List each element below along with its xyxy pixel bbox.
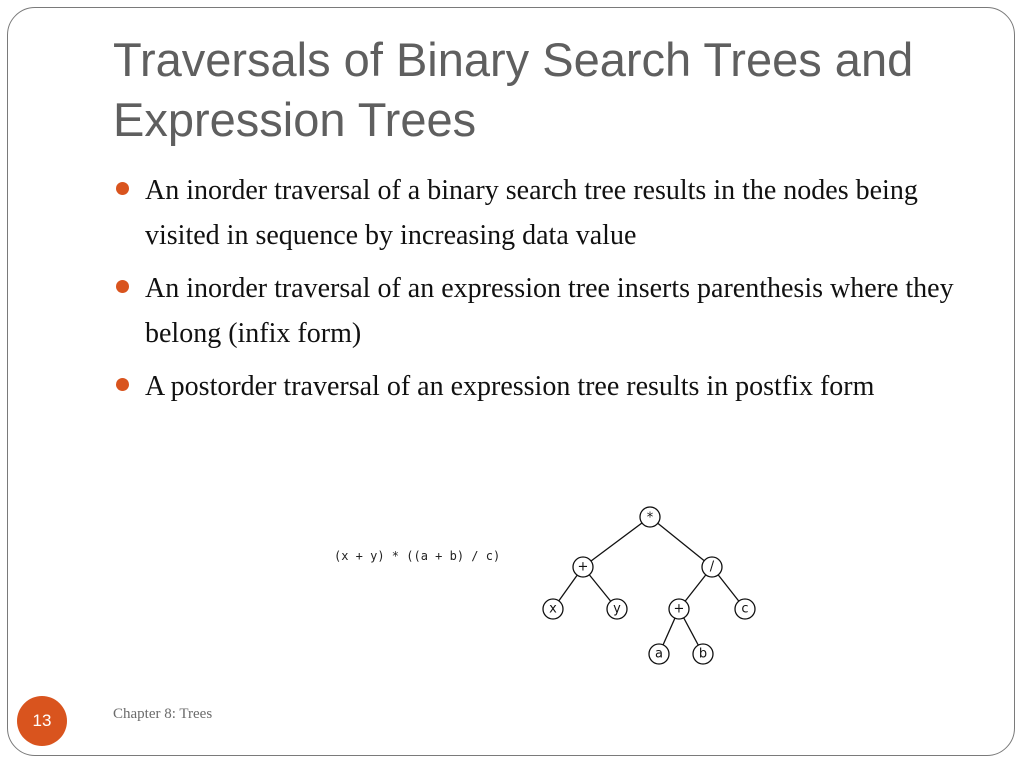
bullet-item: [115, 266, 975, 356]
footer-text: Chapter 8: Trees: [113, 706, 213, 722]
bullet-text: An inorder traversal of an expression tree inserts parenthesis where they belong (infix form): [145, 273, 954, 349]
expression-tree-diagram: [530, 500, 770, 670]
tree-label-y: y: [613, 601, 621, 617]
tree-label-plus: +: [673, 601, 685, 617]
bullet-text: A postorder traversal of an expression tree results in postfix form: [145, 371, 875, 402]
bullet-dot-icon: [116, 378, 129, 391]
slide-title: Traversals of Binary Search Trees and Expression Trees: [113, 33, 914, 146]
bullet-dot-icon: [116, 280, 129, 293]
bullet-dot-icon: [116, 182, 129, 195]
tree-label-c: c: [741, 601, 749, 617]
tree-label-root: *: [646, 510, 654, 526]
bullet-text: An inorder traversal of a binary search tree results in the nodes being visited in sequence by increasing data value: [145, 175, 918, 251]
bullet-item: [115, 168, 975, 258]
tree-label-a: a: [655, 646, 663, 662]
bullet-list: [115, 168, 975, 417]
page-number-badge: 13: [17, 696, 67, 746]
tree-label-b: b: [698, 646, 708, 662]
infix-expression: (x + y) * ((a + b) / c): [334, 549, 501, 563]
tree-edges: [553, 517, 745, 654]
bullet-item: [115, 364, 975, 409]
tree-label-left: +: [577, 559, 589, 575]
tree-label-right: /: [709, 559, 715, 575]
tree-label-x: x: [549, 601, 557, 617]
